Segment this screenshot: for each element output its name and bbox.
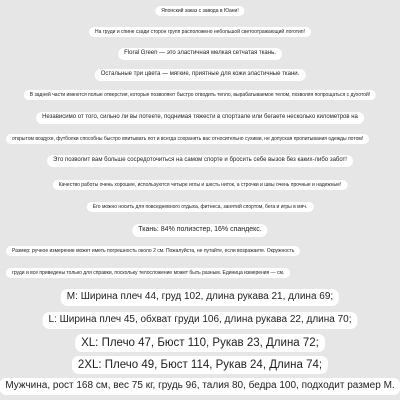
line-5: В задней части имеются полые отверстия, которые позволяют быстро отводить тепло, вырабатываемое телом, позволяя попрощаться с духотой! [24,90,376,100]
line-14: M: Ширина плеч 44, груд 102, длина рукава 21, длина 69; [61,289,339,306]
line-16: XL: Плечо 47, Бюст 110, Рукав 23, Длина 72; [75,334,325,352]
line-8: Это позволит вам больше сосредоточиться на самом спорте и бросить себе вызов без каких-либо забот! [47,155,353,167]
line-13: груди и все приведены только для справки, поскольку телосложение может быть разным. Единица измерения — см. [6,268,290,278]
line-10: Его можно носить для повседневного отдыха, фитнеса, занятий спортом, бега и игры в мяч. [87,202,314,212]
line-12: Размер: ручное измерение может иметь погрешность около 2 см. Пожалуйста, не путайте, если возражаете. Окружность [6,246,300,256]
line-18: Мужчина, рост 168 см, вес 75 кг, грудь 96, талия 80, бедра 100, подходит размер M. [0,378,400,395]
line-1: Японский заказ с завода в Юани! [155,6,244,16]
line-2: На груди и спине сзади сторон групп расположено небольшой светоотражающий логотип! [89,27,311,37]
line-6: Независимо от того, сильно ли вы потеете, поднимая тяжести в спортзале или бегаете несколько километров на [36,112,364,124]
line-3: Floral Green — это эластичная мелкая сетчатая ткань. [118,48,282,60]
line-4: Остальные три цвета — мягкие, приятные для кожи эластичные ткани. [95,69,306,81]
line-17: 2XL: Плечо 49, Бюст 114, Рукав 24, Длина 74; [72,356,328,374]
line-15: L: Ширина плеч 45, обхват груди 106, длина рукава 22, длина 70; [42,312,357,329]
line-9: Качество работы очень хорошее, используются четыре иглы и шесть ниток, а строчки и швы очень прочные и надежные! [53,180,348,190]
line-11: Ткань: 84% полиэстер, 16% спандекс. [132,224,267,237]
line-7: открытом воздухе, футболки способны быстро впитывать пот и всегда сохранять вас относительно сухими, не допуская пропитывания одежды потом! [6,134,369,144]
